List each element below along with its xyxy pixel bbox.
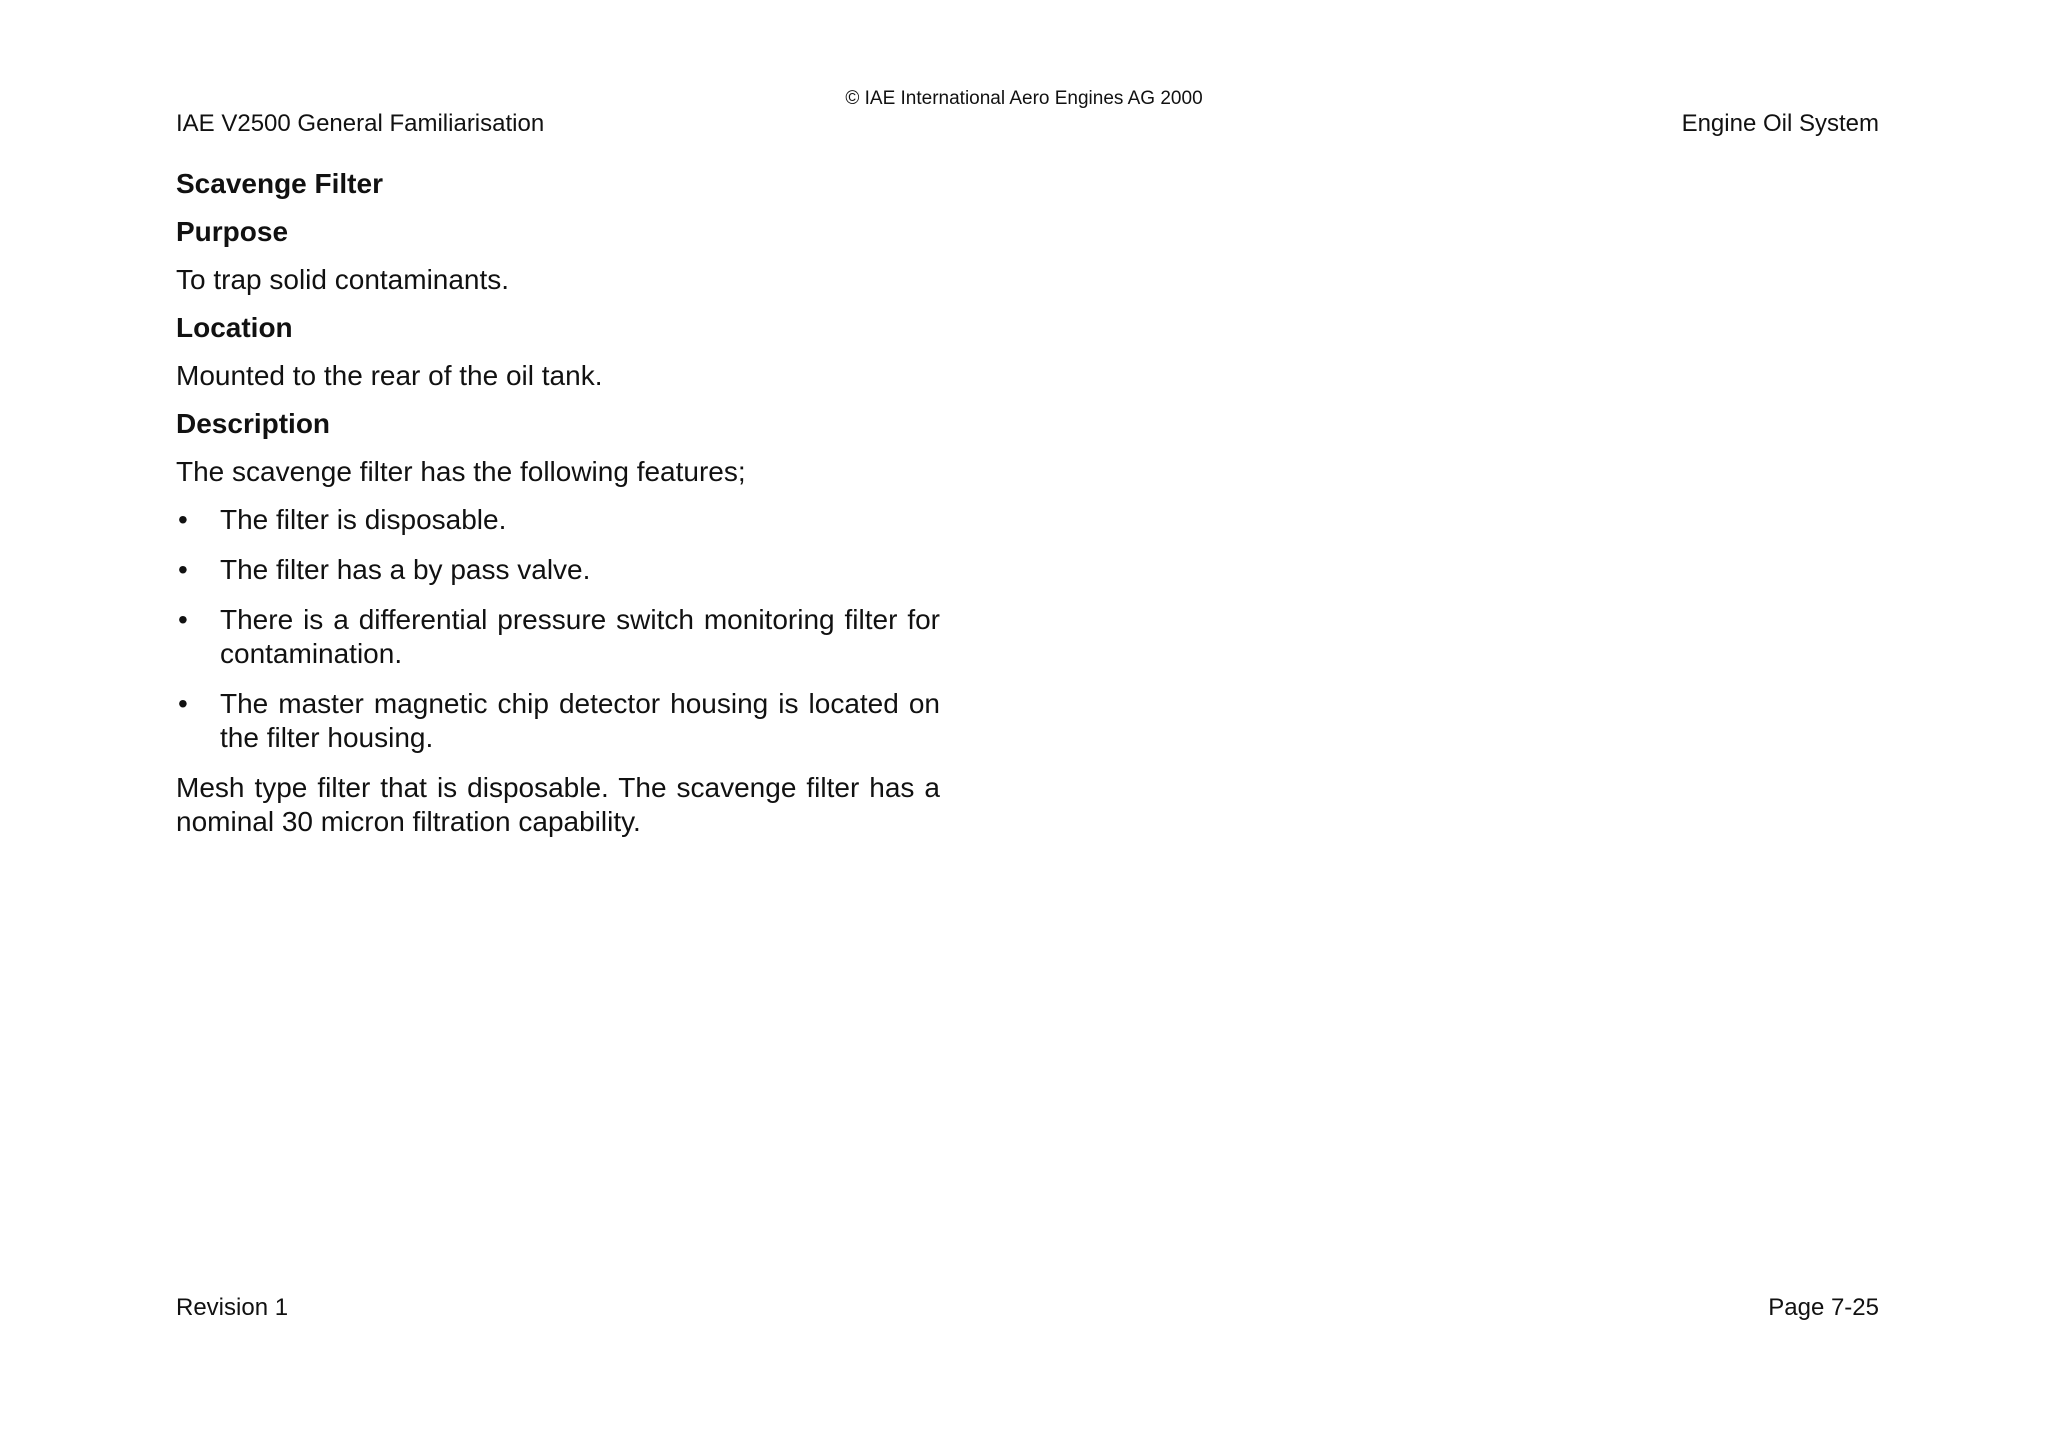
header-document-title: IAE V2500 General Familiarisation xyxy=(176,110,545,137)
purpose-text: To trap solid contaminants. xyxy=(176,264,510,295)
description-heading: Description xyxy=(176,408,331,439)
feature-list xyxy=(176,503,940,755)
list-item xyxy=(176,687,940,755)
copyright-notice: © IAE International Aero Engines AG 2000 xyxy=(845,88,1203,109)
list-item-text: The filter has a by pass valve. xyxy=(220,554,591,585)
location-text: Mounted to the rear of the oil tank. xyxy=(176,360,603,391)
bullet-icon: • xyxy=(178,604,188,635)
bullet-icon: • xyxy=(178,688,188,719)
list-item-text: The filter is disposable. xyxy=(220,504,507,535)
bullet-icon: • xyxy=(178,554,188,585)
purpose-heading: Purpose xyxy=(176,216,289,247)
bullet-icon: • xyxy=(178,504,188,535)
closing-paragraph: Mesh type filter that is disposable. The scavenge filter has a nominal 30 micron filtration capability. xyxy=(176,772,940,837)
list-item-text: The master magnetic chip detector housing is located on the filter housing. xyxy=(220,688,940,753)
description-intro: The scavenge filter has the following features; xyxy=(176,456,746,487)
page-content xyxy=(176,167,940,839)
footer-revision: Revision 1 xyxy=(176,1294,289,1321)
list-item xyxy=(176,603,940,671)
header-chapter-title: Engine Oil System xyxy=(1681,110,1879,137)
footer-page-number: Page 7-25 xyxy=(1768,1294,1879,1321)
location-heading: Location xyxy=(176,312,293,343)
list-item xyxy=(176,503,940,537)
section-title: Scavenge Filter xyxy=(176,168,383,199)
list-item xyxy=(176,553,940,587)
list-item-text: There is a differential pressure switch monitoring filter for contamination. xyxy=(220,604,940,669)
